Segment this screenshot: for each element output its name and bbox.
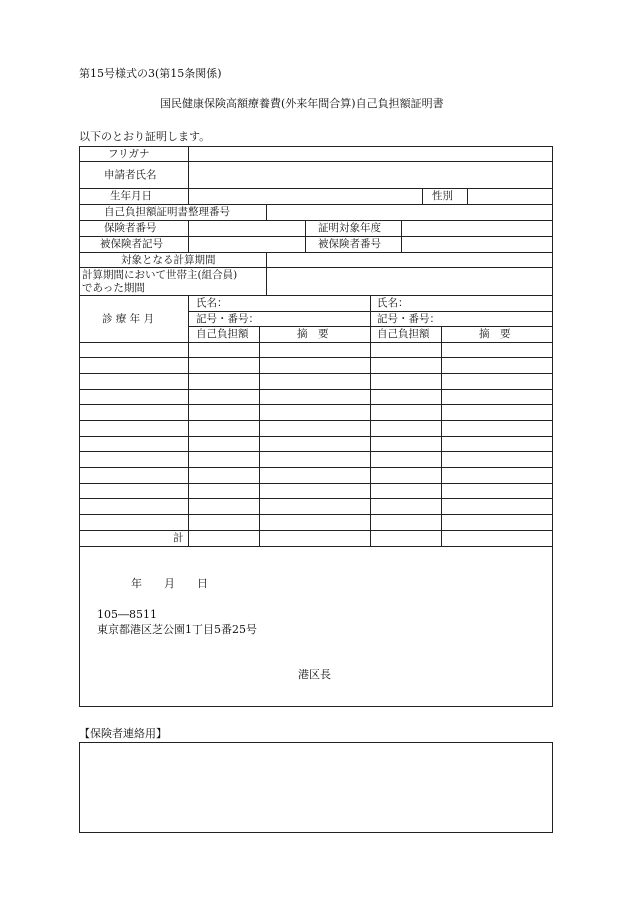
form-number: 第15号様式の3(第15条関係) [79,67,222,80]
contact-section-label: 【保険者連絡用】 [79,727,167,740]
label-calc-period: 対象となる計算期間 [121,254,216,266]
label-furigana: フリガナ [108,148,150,160]
label-treatment-month: 診 療 年 月 [102,313,155,325]
label-insurer-number: 保険者番号 [104,222,157,234]
label-name-right: 氏名： [377,297,409,309]
header-copay-left: 自己負担額 [196,328,249,340]
label-cert-target-year: 証明対象年度 [318,222,381,234]
label-household-head-line2: であった期間 [82,282,145,294]
issue-date: 年 月 日 [131,577,208,590]
intro-text: 以下のとおり証明します。 [79,130,211,143]
label-birth-date: 生年月日 [110,190,152,202]
issuer-mayor: 港区長 [298,668,331,681]
label-insured-number: 被保険者番号 [318,238,381,250]
label-name-left: 氏名： [196,297,228,309]
page-title: 国民健康保険高額療養費(外来年間合算)自己負担額証明書 [160,97,444,110]
label-insured-symbol: 被保険者記号 [100,238,163,250]
label-total: 計 [173,532,184,544]
header-summary-right: 摘 要 [479,328,511,340]
label-symbol-number-right: 記号・番号： [377,313,440,325]
postal-code: 105―8511 [97,608,157,621]
label-applicant-name: 申請者氏名 [104,169,157,181]
label-household-head-line1: 計算期間において世帯主(組合員) [82,269,238,281]
header-copay-right: 自己負担額 [377,328,430,340]
header-summary-left: 摘 要 [297,328,329,340]
label-cert-reference-number: 自己負担額証明書整理番号 [104,206,230,218]
label-gender: 性別 [432,190,453,202]
issuer-address: 東京都港区芝公園1丁目5番25号 [97,623,257,636]
label-symbol-number-left: 記号・番号： [196,313,259,325]
contact-box [79,742,553,833]
